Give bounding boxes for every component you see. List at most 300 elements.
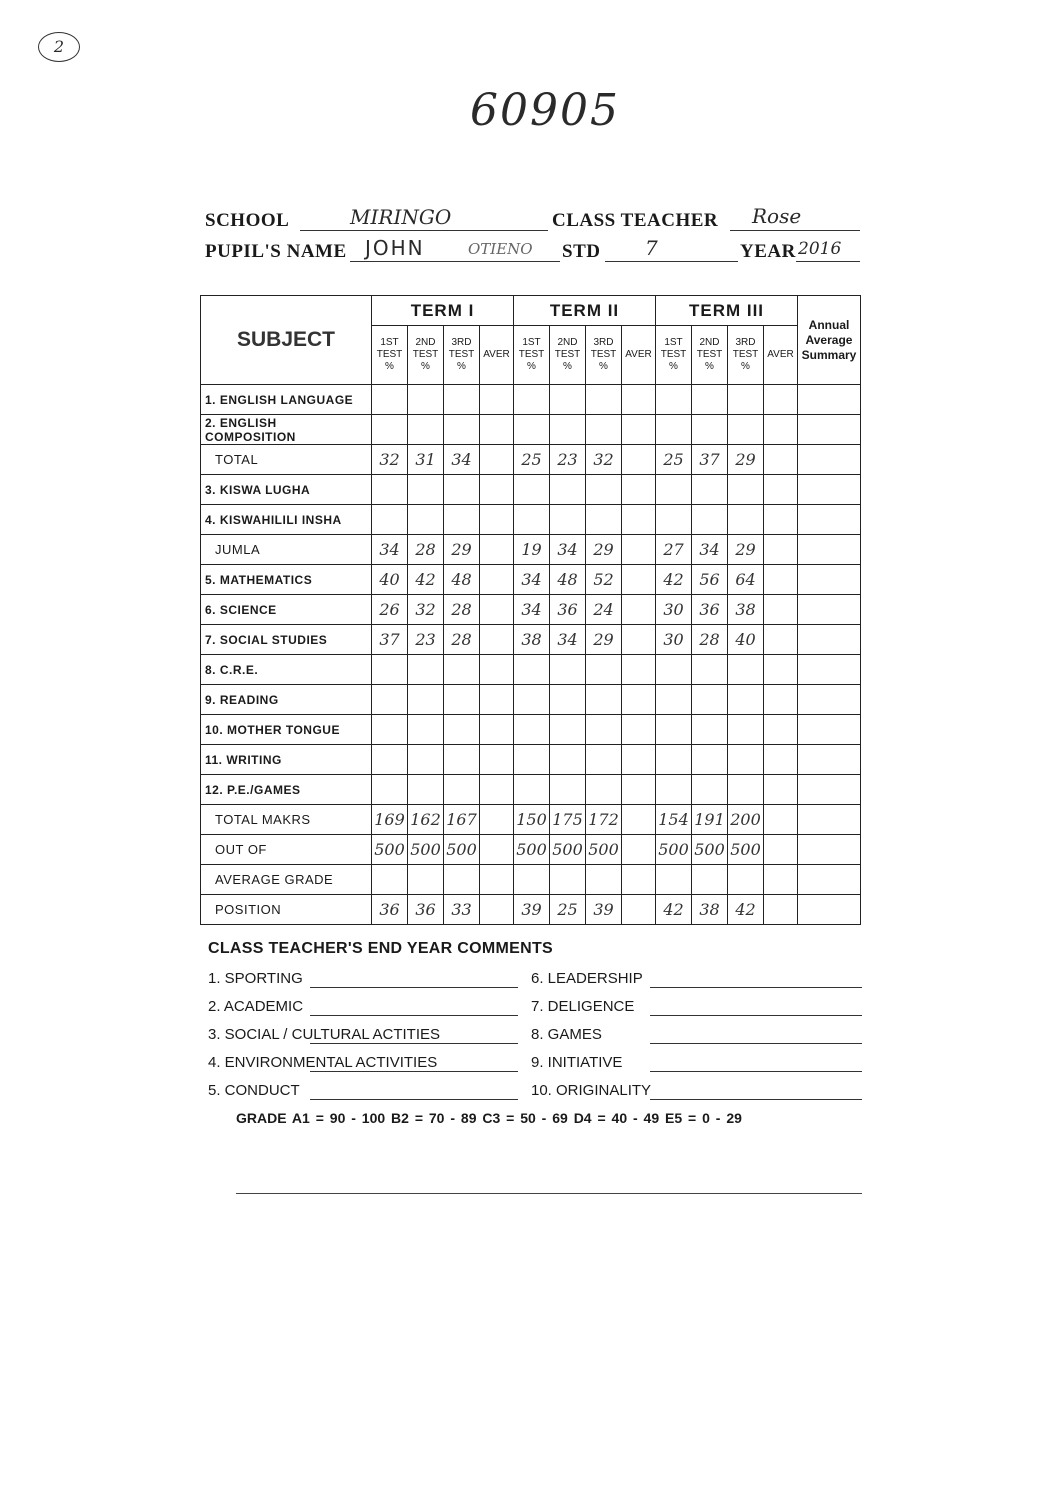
score-cell (550, 685, 586, 715)
year-label: YEAR (740, 241, 796, 262)
row-label: 5. MATHEMATICS (201, 565, 372, 595)
comment-line[interactable] (310, 987, 518, 988)
class-teacher-label: CLASS TEACHER (552, 210, 719, 231)
score-cell: 32 (586, 445, 622, 475)
score-cell (372, 685, 408, 715)
comment-label: 9. INITIATIVE (531, 1054, 623, 1071)
score-cell: 36 (408, 895, 444, 925)
std-label: STD (562, 241, 601, 262)
score-cell: 200 (728, 805, 764, 835)
score-cell: 27 (656, 535, 692, 565)
score-cell (656, 685, 692, 715)
school-underline (300, 230, 548, 231)
table-row (201, 415, 861, 445)
score-cell (514, 775, 550, 805)
score-cell (728, 505, 764, 535)
score-cell: 500 (728, 835, 764, 865)
row-label: POSITION (201, 895, 372, 925)
score-cell: 36 (372, 895, 408, 925)
score-cell (622, 445, 656, 475)
subcolumn-header: 2ND TEST % (408, 326, 444, 385)
table-row (201, 445, 861, 475)
annual-average-cell (798, 655, 861, 685)
score-cell (408, 655, 444, 685)
score-cell (550, 415, 586, 445)
score-cell: 40 (372, 565, 408, 595)
comment-line[interactable] (650, 1043, 862, 1044)
class-teacher-value: Rose (752, 204, 802, 228)
score-cell: 39 (514, 895, 550, 925)
annual-average-cell (798, 895, 861, 925)
score-cell: 26 (372, 595, 408, 625)
score-cell (764, 535, 798, 565)
annual-average-header: Annual Average Summary (798, 296, 861, 385)
school-label: SCHOOL (205, 210, 290, 231)
comment-label: 2. ACADEMIC (208, 998, 304, 1015)
score-cell (764, 895, 798, 925)
table-row (201, 655, 861, 685)
score-cell (622, 715, 656, 745)
score-cell (408, 505, 444, 535)
score-cell (514, 715, 550, 745)
score-cell (444, 415, 480, 445)
score-cell (514, 385, 550, 415)
annual-average-cell (798, 805, 861, 835)
table-row (201, 835, 861, 865)
std-value: 7 (645, 236, 658, 260)
table-row (201, 685, 861, 715)
table-row (201, 595, 861, 625)
score-cell (692, 385, 728, 415)
score-cell (764, 805, 798, 835)
row-label: 6. SCIENCE (201, 595, 372, 625)
table-row (201, 535, 861, 565)
school-value: MIRINGO (350, 205, 452, 229)
annual-average-cell (798, 835, 861, 865)
comment-label: 1. SPORTING (208, 970, 303, 987)
score-cell (514, 475, 550, 505)
score-cell (372, 505, 408, 535)
score-cell: 28 (408, 535, 444, 565)
score-cell (480, 595, 514, 625)
score-cell (728, 745, 764, 775)
score-cell (480, 385, 514, 415)
score-cell (692, 655, 728, 685)
score-cell: 34 (550, 625, 586, 655)
row-label: TOTAL (201, 445, 372, 475)
score-cell (408, 475, 444, 505)
table-row (201, 565, 861, 595)
table-row (201, 625, 861, 655)
score-cell (728, 865, 764, 895)
score-cell: 25 (656, 445, 692, 475)
score-cell (764, 415, 798, 445)
comment-line[interactable] (310, 1099, 518, 1100)
score-cell (728, 475, 764, 505)
score-cell: 29 (586, 625, 622, 655)
score-cell (764, 715, 798, 745)
comment-label: 7. DELIGENCE (531, 998, 635, 1015)
score-cell (408, 385, 444, 415)
row-label: 12. P.E./GAMES (201, 775, 372, 805)
pupil-name-underline (350, 261, 560, 262)
score-cell (480, 895, 514, 925)
score-cell (656, 505, 692, 535)
score-cell (550, 865, 586, 895)
score-cell (622, 415, 656, 445)
comment-label: 10. ORIGINALITY (531, 1082, 652, 1099)
score-cell (444, 745, 480, 775)
row-label: 11. WRITING (201, 745, 372, 775)
score-cell: 42 (656, 895, 692, 925)
score-cell (728, 715, 764, 745)
score-cell: 167 (444, 805, 480, 835)
score-cell (586, 655, 622, 685)
comment-line[interactable] (650, 1099, 862, 1100)
score-cell (408, 865, 444, 895)
table-row (201, 745, 861, 775)
score-cell: 500 (656, 835, 692, 865)
score-cell: 34 (514, 595, 550, 625)
score-cell (480, 445, 514, 475)
table-row (201, 505, 861, 535)
subcolumn-header: 2ND TEST % (550, 326, 586, 385)
score-cell (480, 505, 514, 535)
score-cell: 500 (372, 835, 408, 865)
score-cell: 37 (692, 445, 728, 475)
comments-title: CLASS TEACHER'S END YEAR COMMENTS (208, 940, 553, 957)
score-cell: 30 (656, 595, 692, 625)
comment-label: 8. GAMES (531, 1026, 602, 1043)
score-cell (728, 385, 764, 415)
score-cell: 48 (444, 565, 480, 595)
score-cell (372, 715, 408, 745)
term-1-header: TERM I (372, 296, 514, 326)
score-cell: 500 (514, 835, 550, 865)
score-cell (480, 565, 514, 595)
score-cell: 154 (656, 805, 692, 835)
score-cell (480, 655, 514, 685)
grade-key: GRADE A1 = 90 - 100 B2 = 70 - 89 C3 = 50 - 69 D4 = 40 - 49 E5 = 0 - 29 (236, 1110, 742, 1126)
table-row (201, 775, 861, 805)
score-cell (372, 415, 408, 445)
score-cell: 42 (728, 895, 764, 925)
score-cell (480, 835, 514, 865)
score-cell: 30 (656, 625, 692, 655)
score-cell (622, 625, 656, 655)
score-cell: 42 (408, 565, 444, 595)
subcolumn-header: 3RD TEST % (728, 326, 764, 385)
score-cell (480, 775, 514, 805)
annual-average-cell (798, 745, 861, 775)
score-cell: 34 (444, 445, 480, 475)
annual-average-cell (798, 685, 861, 715)
score-cell (764, 865, 798, 895)
score-cell (622, 805, 656, 835)
score-cell (764, 835, 798, 865)
score-cell (480, 865, 514, 895)
annual-average-cell (798, 475, 861, 505)
score-cell (622, 865, 656, 895)
comment-line[interactable] (650, 1071, 862, 1072)
score-cell: 36 (692, 595, 728, 625)
score-cell (692, 505, 728, 535)
score-cell: 48 (550, 565, 586, 595)
score-cell (656, 715, 692, 745)
comment-label: 5. CONDUCT (208, 1082, 300, 1099)
score-cell: 38 (514, 625, 550, 655)
score-cell (764, 655, 798, 685)
annual-average-cell (798, 865, 861, 895)
subcolumn-header: AVER (764, 326, 798, 385)
score-cell (692, 475, 728, 505)
annual-average-cell (798, 565, 861, 595)
subcolumn-header: 3RD TEST % (444, 326, 480, 385)
subcolumn-header: AVER (480, 326, 514, 385)
score-cell: 500 (586, 835, 622, 865)
score-cell: 25 (550, 895, 586, 925)
score-cell (728, 775, 764, 805)
class-teacher-underline (730, 230, 860, 231)
comment-label: 4. ENVIRONMENTAL ACTIVITIES (208, 1054, 438, 1071)
score-cell (622, 685, 656, 715)
comment-line[interactable] (310, 1015, 518, 1016)
annual-average-cell (798, 775, 861, 805)
score-cell (692, 775, 728, 805)
score-cell: 28 (444, 625, 480, 655)
score-cell (550, 385, 586, 415)
score-cell (586, 715, 622, 745)
score-cell (728, 415, 764, 445)
score-cell (586, 505, 622, 535)
score-cell (408, 745, 444, 775)
comment-line[interactable] (650, 1015, 862, 1016)
score-cell (764, 595, 798, 625)
pupil-surname-value: OTIENO (468, 240, 533, 258)
pupil-name-label: PUPIL'S NAME (205, 241, 347, 262)
score-cell (622, 745, 656, 775)
score-cell (656, 655, 692, 685)
score-cell: 39 (586, 895, 622, 925)
score-cell (692, 685, 728, 715)
score-cell (586, 685, 622, 715)
row-label: 2. ENGLISH COMPOSITION (201, 415, 372, 445)
bottom-rule (236, 1193, 862, 1194)
row-label: 8. C.R.E. (201, 655, 372, 685)
score-cell: 169 (372, 805, 408, 835)
score-cell (622, 595, 656, 625)
score-cell (480, 805, 514, 835)
score-cell (764, 685, 798, 715)
score-cell (514, 685, 550, 715)
subject-header: SUBJECT (201, 296, 372, 385)
score-cell: 19 (514, 535, 550, 565)
score-cell: 29 (586, 535, 622, 565)
score-cell (514, 745, 550, 775)
score-cell (692, 715, 728, 745)
score-cell (372, 865, 408, 895)
score-cell: 24 (586, 595, 622, 625)
score-cell (764, 385, 798, 415)
score-cell: 42 (656, 565, 692, 595)
row-label: 9. READING (201, 685, 372, 715)
comment-line[interactable] (650, 987, 862, 988)
score-cell: 500 (550, 835, 586, 865)
score-cell (622, 775, 656, 805)
score-cell: 500 (692, 835, 728, 865)
table-row (201, 385, 861, 415)
score-cell (372, 385, 408, 415)
score-cell (480, 415, 514, 445)
score-cell: 32 (372, 445, 408, 475)
score-cell (550, 475, 586, 505)
score-cell (586, 745, 622, 775)
score-cell (764, 745, 798, 775)
score-cell (764, 475, 798, 505)
score-cell (622, 895, 656, 925)
score-cell (408, 685, 444, 715)
score-cell (586, 775, 622, 805)
comment-line[interactable] (310, 1043, 518, 1044)
score-cell (622, 535, 656, 565)
annual-average-cell (798, 415, 861, 445)
score-cell (692, 745, 728, 775)
annual-average-cell (798, 445, 861, 475)
score-cell: 52 (586, 565, 622, 595)
score-cell: 23 (408, 625, 444, 655)
score-cell: 175 (550, 805, 586, 835)
score-cell (656, 865, 692, 895)
score-cell: 162 (408, 805, 444, 835)
score-cell: 31 (408, 445, 444, 475)
score-cell (444, 865, 480, 895)
score-cell (622, 655, 656, 685)
score-cell (692, 415, 728, 445)
year-value: 2016 (798, 239, 842, 259)
score-cell: 34 (692, 535, 728, 565)
page-number: 2 (38, 32, 80, 62)
annual-average-cell (798, 535, 861, 565)
score-cell (444, 385, 480, 415)
score-cell (372, 745, 408, 775)
score-cell (550, 505, 586, 535)
row-label: 1. ENGLISH LANGUAGE (201, 385, 372, 415)
score-cell (728, 685, 764, 715)
score-cell: 34 (514, 565, 550, 595)
score-cell (764, 445, 798, 475)
year-underline (796, 261, 860, 262)
score-cell (622, 835, 656, 865)
score-cell (408, 715, 444, 745)
term-2-header: TERM II (514, 296, 656, 326)
term-3-header: TERM III (656, 296, 798, 326)
score-cell (622, 505, 656, 535)
report-card-table (200, 295, 861, 925)
subcolumn-header: 2ND TEST % (692, 326, 728, 385)
score-cell (586, 385, 622, 415)
annual-average-cell (798, 715, 861, 745)
score-cell: 32 (408, 595, 444, 625)
comment-line[interactable] (310, 1071, 518, 1072)
score-cell (656, 415, 692, 445)
score-cell: 33 (444, 895, 480, 925)
row-label: 4. KISWAHILILI INSHA (201, 505, 372, 535)
score-cell (764, 775, 798, 805)
score-cell (480, 625, 514, 655)
score-cell: 34 (550, 535, 586, 565)
pupil-name-value: JOHN (365, 236, 425, 260)
score-cell (656, 385, 692, 415)
score-cell (444, 775, 480, 805)
score-cell: 28 (692, 625, 728, 655)
annual-average-cell (798, 385, 861, 415)
score-cell (656, 775, 692, 805)
score-cell (622, 385, 656, 415)
row-label: 7. SOCIAL STUDIES (201, 625, 372, 655)
table-row (201, 895, 861, 925)
score-cell: 29 (444, 535, 480, 565)
score-cell (444, 475, 480, 505)
score-cell: 56 (692, 565, 728, 595)
subcolumn-header: 1ST TEST % (372, 326, 408, 385)
row-label: 10. MOTHER TONGUE (201, 715, 372, 745)
score-cell (586, 415, 622, 445)
row-label: TOTAL MAKRS (201, 805, 372, 835)
table-row (201, 715, 861, 745)
std-underline (605, 261, 738, 262)
score-cell (656, 745, 692, 775)
score-cell (514, 865, 550, 895)
score-cell (480, 745, 514, 775)
score-cell: 25 (514, 445, 550, 475)
score-cell: 38 (728, 595, 764, 625)
score-cell: 172 (586, 805, 622, 835)
table-row (201, 475, 861, 505)
score-cell (480, 715, 514, 745)
score-cell: 28 (444, 595, 480, 625)
score-cell (586, 475, 622, 505)
score-cell (444, 505, 480, 535)
score-cell: 29 (728, 445, 764, 475)
score-cell: 36 (550, 595, 586, 625)
subcolumn-header: AVER (622, 326, 656, 385)
annual-average-cell (798, 595, 861, 625)
score-cell: 34 (372, 535, 408, 565)
score-cell (444, 655, 480, 685)
score-cell (586, 865, 622, 895)
score-cell: 40 (728, 625, 764, 655)
score-cell (692, 865, 728, 895)
score-cell (550, 655, 586, 685)
score-cell (480, 685, 514, 715)
score-cell (444, 715, 480, 745)
score-cell (764, 565, 798, 595)
score-cell: 64 (728, 565, 764, 595)
score-cell: 150 (514, 805, 550, 835)
score-cell (480, 535, 514, 565)
document-number: 60905 (470, 85, 620, 136)
score-cell: 29 (728, 535, 764, 565)
score-cell: 37 (372, 625, 408, 655)
score-cell (372, 655, 408, 685)
comment-label: 3. SOCIAL / CULTURAL ACTITIES (208, 1026, 441, 1043)
score-cell: 500 (444, 835, 480, 865)
row-label: OUT OF (201, 835, 372, 865)
row-label: JUMLA (201, 535, 372, 565)
score-cell: 23 (550, 445, 586, 475)
subcolumn-header: 1ST TEST % (656, 326, 692, 385)
score-cell (408, 775, 444, 805)
